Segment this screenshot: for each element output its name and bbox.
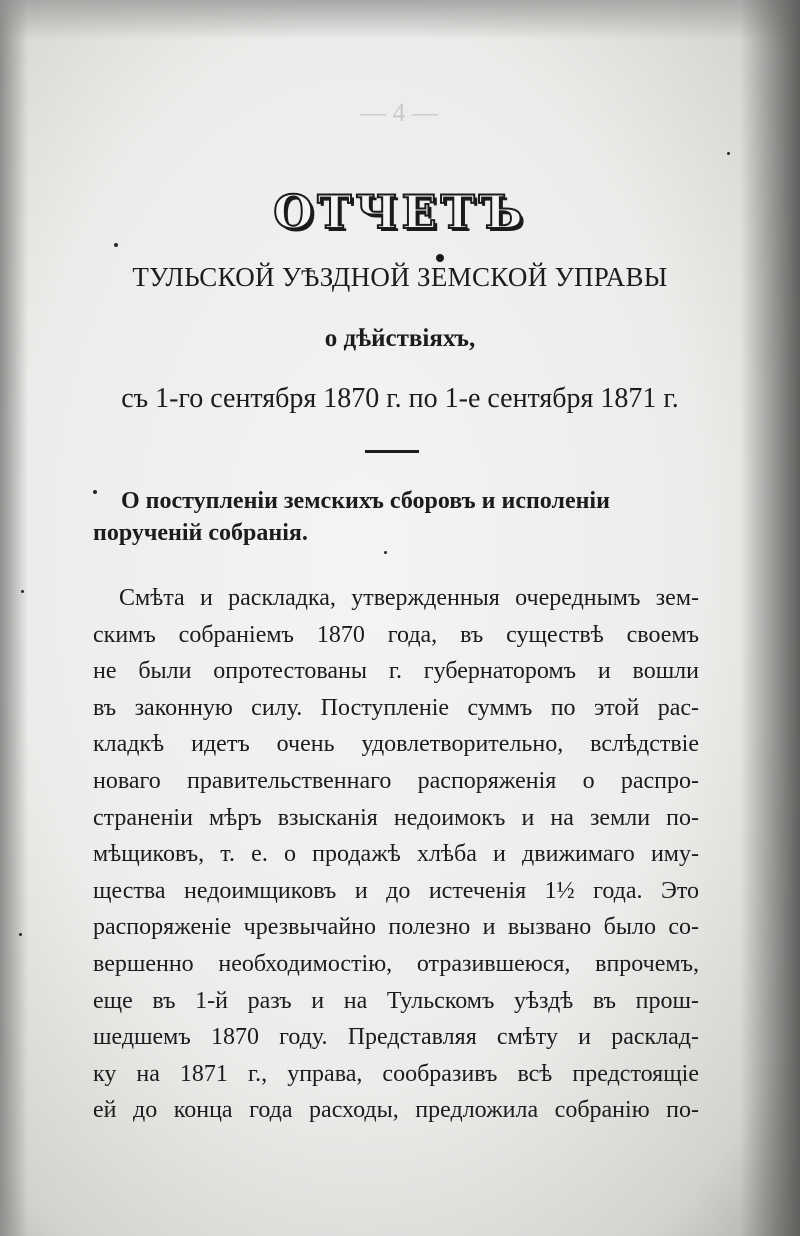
body-line: распоряженіе чрезвычайно полезно и вызвано было со- [93,914,699,941]
ink-speck [19,933,22,936]
body-line: щества недоимщиковъ и до истеченія 1½ года. Это [93,877,699,904]
body-line: вершенно необходимостію, отразившеюся, впрочемъ, [93,950,699,977]
body-line: скимъ собраніемъ 1870 года, въ существѣ своемъ [93,621,699,648]
report-period: съ 1-го сентября 1870 г. по 1-е сентября 1871 г. [121,383,679,414]
body-line: шедшемъ 1870 году. Представляя смѣту и расклад- [93,1024,699,1051]
body-line: ку на 1871 г., управа, сообразивъ всѣ предстоящіе [93,1060,699,1087]
body-line: еще въ 1-й разъ и на Тульскомъ уѣздѣ въ прош- [93,987,699,1014]
page-shadow-top [0,0,800,40]
body-line: въ законную силу. Поступленіе суммъ по этой рас- [93,694,699,721]
document-subtitle: ТУЛЬСКОЙ УѢЗДНОЙ ЗЕМСКОЙ УПРАВЫ [132,262,668,292]
document-title [0,185,800,239]
ink-speck [384,551,387,554]
ink-speck [727,152,730,155]
section-heading: О поступленіи земскихъ сборовъ и исполеніи порученій собранія. [93,488,610,546]
title-dot [436,254,444,262]
ink-speck [93,490,97,494]
body-line: не были опротестованы г. губернаторомъ и вошли [93,658,699,685]
ink-speck [21,590,24,593]
body-line: кладкѣ идетъ очень удовлетворительно, вслѣдствіе [93,731,699,758]
bleed-through-page-number: — 4 — [360,98,438,127]
subtitle-line-2: о дѣйствіяхъ, [324,325,476,352]
body-line: ей до конца года расходы, предложила собранію по- [93,1097,699,1124]
ink-speck [114,243,118,247]
body-line: мѣщиковъ, т. е. о продажѣ хлѣба и движимаго иму- [93,841,699,868]
body-paragraph [93,580,699,1129]
body-line: страненіи мѣръ взысканія недоимокъ и на земли по- [93,804,699,831]
body-line: новаго правительственнаго распоряженія о распро- [93,767,699,794]
title-text: ОТЧЕТЪ [273,185,527,239]
body-line: Смѣта и раскладка, утвержденныя очереднымъ зем- [119,585,699,611]
separator-rule [365,450,419,453]
